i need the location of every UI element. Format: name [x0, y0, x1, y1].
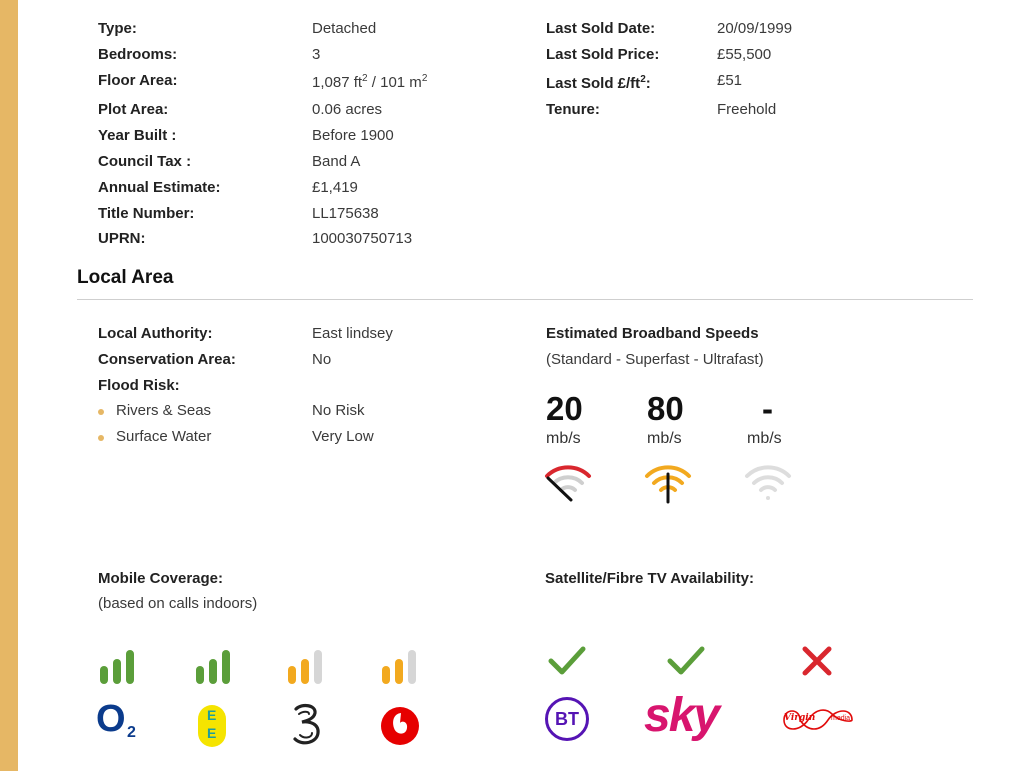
ultrafast-speed-unit: mb/s [747, 430, 782, 447]
uprn-label: UPRN: [98, 230, 146, 247]
local-area-heading: Local Area [77, 267, 174, 288]
o2-signal-bars-icon [98, 646, 138, 686]
left-accent-bar [0, 0, 18, 771]
conservation-area-value: No [312, 351, 332, 368]
year-built-label: Year Built : [98, 127, 177, 144]
council-tax-label: Council Tax : [98, 153, 192, 170]
bt-available-check-icon [548, 645, 586, 677]
floor-area-label: Floor Area: [98, 72, 178, 89]
ultrafast-speed-value: - [762, 390, 773, 427]
three-signal-bars-icon [286, 646, 326, 686]
annual-estimate-value: £1,419 [312, 179, 358, 196]
tv-availability-title: Satellite/Fibre TV Availability: [545, 570, 754, 587]
o2-logo-icon: O 2 [96, 698, 136, 741]
rivers-seas-value: No Risk [312, 402, 365, 419]
year-built-value: Before 1900 [312, 127, 394, 144]
virgin-media-logo-icon: Virgin media [780, 700, 856, 740]
rivers-seas-label: Rivers & Seas [116, 402, 212, 419]
superfast-speed-unit: mb/s [647, 430, 682, 447]
bedrooms-value: 3 [312, 46, 321, 63]
ultrafast-speed-gauge-icon [743, 462, 793, 504]
mobile-coverage-title: Mobile Coverage: [98, 570, 224, 587]
conservation-area-label: Conservation Area: [98, 351, 236, 368]
standard-speed-gauge-icon [543, 462, 593, 504]
bullet-icon [98, 435, 104, 441]
flood-risk-label: Flood Risk: [98, 377, 180, 394]
plot-area-value: 0.06 acres [312, 101, 383, 118]
standard-speed-unit: mb/s [546, 430, 581, 447]
bullet-icon [98, 409, 104, 415]
last-sold-price-label: Last Sold Price: [546, 46, 660, 63]
vodafone-signal-bars-icon [380, 646, 420, 686]
title-number-label: Title Number: [98, 205, 195, 222]
type-label: Type: [98, 20, 137, 37]
sky-logo-icon: sky [644, 689, 719, 742]
ee-logo-icon: E E [198, 705, 226, 747]
vodafone-logo-icon [380, 704, 420, 746]
tenure-label: Tenure: [546, 101, 600, 118]
standard-speed-value: 20 [546, 390, 583, 427]
sky-available-check-icon [667, 645, 705, 677]
plot-area-label: Plot Area: [98, 101, 169, 118]
virgin-unavailable-cross-icon [801, 645, 833, 677]
ee-signal-bars-icon [194, 646, 234, 686]
local-authority-value: East lindsey [312, 325, 393, 342]
tenure-value: Freehold [717, 101, 777, 118]
type-value: Detached [312, 20, 377, 37]
last-sold-per-sqft-value: £51 [717, 72, 743, 89]
floor-area-value: 1,087 $ft^2 / 101$ $m^2$ [312, 73, 428, 91]
title-number-value: LL175638 [312, 205, 379, 222]
council-tax-value: Band A [312, 153, 361, 170]
broadband-title: Estimated Broadband Speeds [546, 325, 759, 342]
local-authority-label: Local Authority: [98, 325, 213, 342]
uprn-value: 100030750713 [312, 230, 413, 247]
three-logo-icon [288, 703, 324, 747]
surface-water-value: Very Low [312, 428, 374, 445]
surface-water-label: Surface Water [116, 428, 212, 445]
bedrooms-label: Bedrooms: [98, 46, 178, 63]
last-sold-price-value: £55,500 [717, 46, 772, 63]
superfast-speed-value: 80 [647, 390, 684, 427]
broadband-subtitle: (Standard - Superfast - Ultrafast) [546, 351, 764, 368]
last-sold-date-value: 20/09/1999 [717, 20, 793, 37]
superfast-speed-gauge-icon [643, 462, 693, 504]
mobile-coverage-subtitle: (based on calls indoors) [98, 595, 258, 612]
annual-estimate-label: Annual Estimate: [98, 179, 221, 196]
section-divider [77, 299, 973, 300]
last-sold-date-label: Last Sold Date: [546, 20, 656, 37]
last-sold-per-sqft-label: Last Sold $£/ft^2$: [546, 74, 651, 92]
bt-logo-icon: BT [545, 697, 589, 741]
